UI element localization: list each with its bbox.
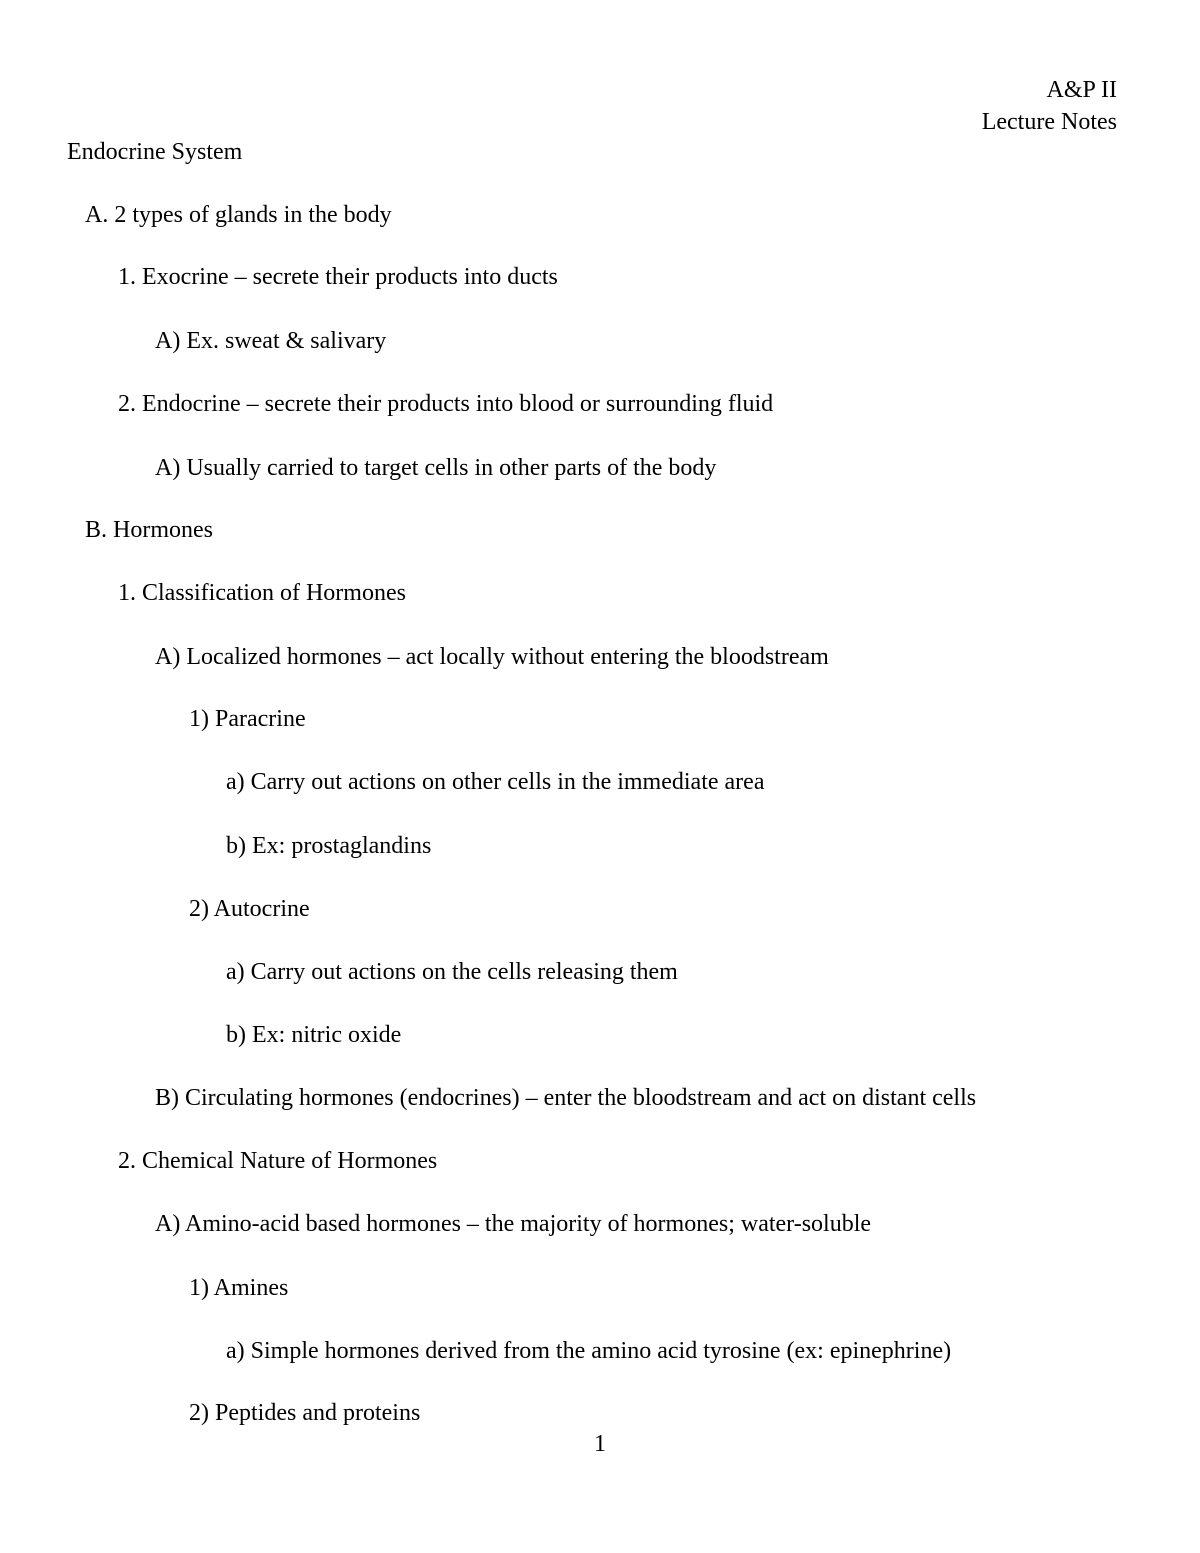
page-number: 1 bbox=[594, 1431, 606, 1457]
outline-item: A) Amino-acid based hormones – the majority of hormones; water-soluble bbox=[155, 1211, 872, 1237]
outline-item: a) Carry out actions on other cells in the immediate area bbox=[226, 769, 765, 795]
outline-item: A) Ex. sweat & salivary bbox=[155, 328, 387, 354]
outline-item: a) Simple hormones derived from the amino acid tyrosine (ex: epinephrine) bbox=[226, 1338, 952, 1364]
outline-item: B) Circulating hormones (endocrines) – enter the bloodstream and act on distant cells bbox=[155, 1085, 977, 1111]
outline-item: 1. Classification of Hormones bbox=[118, 580, 406, 606]
outline-item: 1. Exocrine – secrete their products into ducts bbox=[118, 264, 558, 290]
outline-item: A) Localized hormones – act locally without entering the bloodstream bbox=[155, 644, 829, 670]
outline-item: A. 2 types of glands in the body bbox=[85, 202, 392, 228]
outline-item: 2. Endocrine – secrete their products into blood or surrounding fluid bbox=[118, 391, 774, 417]
page-header bbox=[982, 74, 1117, 138]
outline-item: 2. Chemical Nature of Hormones bbox=[118, 1148, 438, 1174]
document-title: Endocrine System bbox=[67, 139, 243, 165]
outline-item: b) Ex: nitric oxide bbox=[226, 1022, 402, 1048]
outline-item: 2) Peptides and proteins bbox=[189, 1400, 421, 1426]
outline-item: B. Hormones bbox=[85, 517, 213, 543]
outline-item: 2) Autocrine bbox=[189, 896, 310, 922]
outline-item: 1) Paracrine bbox=[189, 706, 306, 732]
document-type: Lecture Notes bbox=[981, 109, 1117, 135]
course-name: A&P II bbox=[1046, 77, 1117, 103]
outline-item: 1) Amines bbox=[189, 1275, 289, 1301]
outline-item: A) Usually carried to target cells in other parts of the body bbox=[155, 455, 717, 481]
outline-item: b) Ex: prostaglandins bbox=[226, 833, 432, 859]
outline-item: a) Carry out actions on the cells releasing them bbox=[226, 959, 678, 985]
